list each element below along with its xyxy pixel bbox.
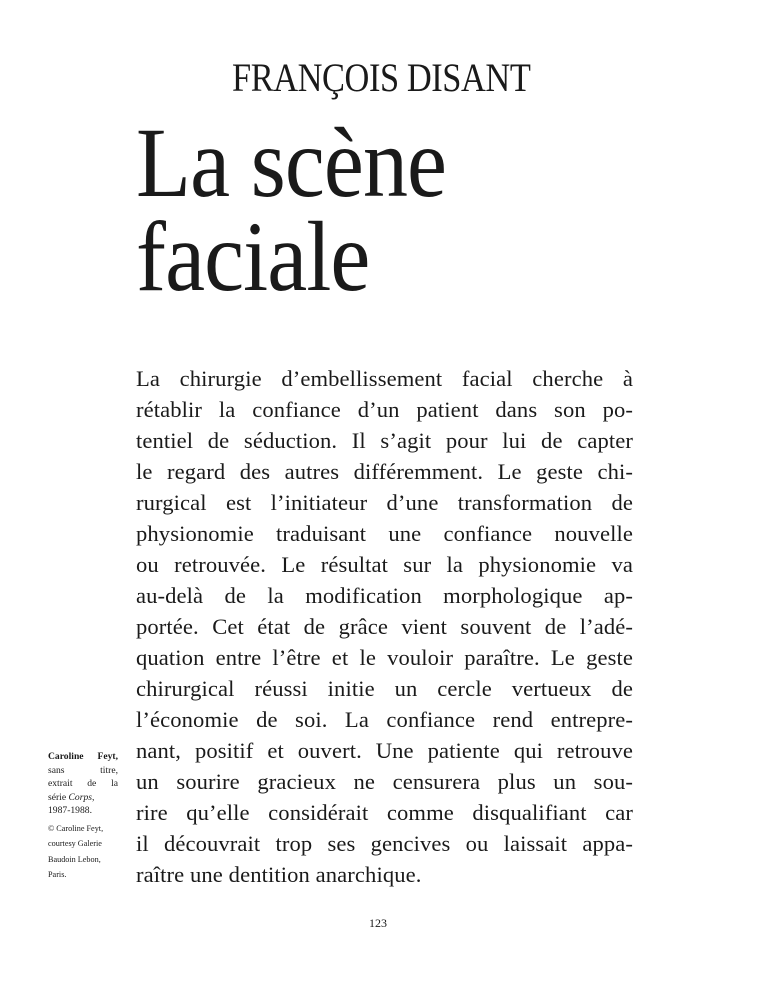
- body-line: au-delà de la modification morphologique ap-: [136, 583, 633, 608]
- caption-line: sans titre,: [48, 764, 118, 776]
- body-line: portée. Cet état de grâce vient souvent de l’adé-: [136, 614, 633, 639]
- credit-line: © Caroline Feyt,: [48, 823, 104, 833]
- image-caption: [48, 750, 118, 883]
- body-line: physionomie traduisant une confiance nouvelle: [136, 521, 633, 546]
- caption-series-title: Corps,: [68, 791, 95, 803]
- body-line: un sourire gracieux ne censurera plus un sou-: [136, 769, 633, 794]
- body-line: rire qu’elle considérait comme disqualifiant car: [136, 800, 633, 825]
- caption-credit: [48, 821, 118, 883]
- credit-line: courtesy Galerie: [48, 839, 102, 849]
- body-line: La chirurgie d’embellissement facial cherche à: [136, 366, 633, 391]
- article-title: [136, 107, 447, 312]
- page-number: 123: [369, 916, 387, 930]
- caption-dates: 1987-1988.: [48, 805, 92, 817]
- body-line: nant, positif et ouvert. Une patiente qui retrouve: [136, 738, 633, 763]
- author-name: FRANÇOIS DISANT: [232, 55, 531, 100]
- body-paragraph: [136, 363, 633, 890]
- caption-artist: Caroline Feyt,: [48, 751, 118, 762]
- caption-series-prefix: série: [48, 791, 69, 803]
- body-line: quation entre l’être et le vouloir paraître. Le geste: [136, 645, 633, 670]
- body-line: il découvrait trop ses gencives ou laissait appa-: [136, 831, 633, 856]
- caption-line: [48, 777, 118, 791]
- credit-line: Baudoin Lebon,: [48, 854, 101, 864]
- body-line: rétablir la confiance d’un patient dans son po-: [136, 397, 633, 422]
- body-line: chirurgical réussi initie un cercle vertueux de: [136, 676, 633, 701]
- credit-line: Paris.: [48, 870, 67, 880]
- caption-series: [48, 791, 118, 805]
- body-line: tentiel de séduction. Il s’agit pour lui de capter: [136, 428, 633, 453]
- title-line-1: La scène: [136, 107, 447, 218]
- title-line-2: faciale: [136, 201, 370, 312]
- body-line: l’économie de soi. La confiance rend entrepre-: [136, 707, 633, 732]
- body-line: rurgical est l’initiateur d’une transformation de: [136, 490, 633, 515]
- caption-line: extrait de la: [48, 778, 118, 790]
- body-line: le regard des autres différemment. Le geste chi-: [136, 459, 633, 484]
- body-line: ou retrouvée. Le résultat sur la physionomie va: [136, 552, 633, 577]
- body-line: raître une dentition anarchique.: [136, 862, 422, 887]
